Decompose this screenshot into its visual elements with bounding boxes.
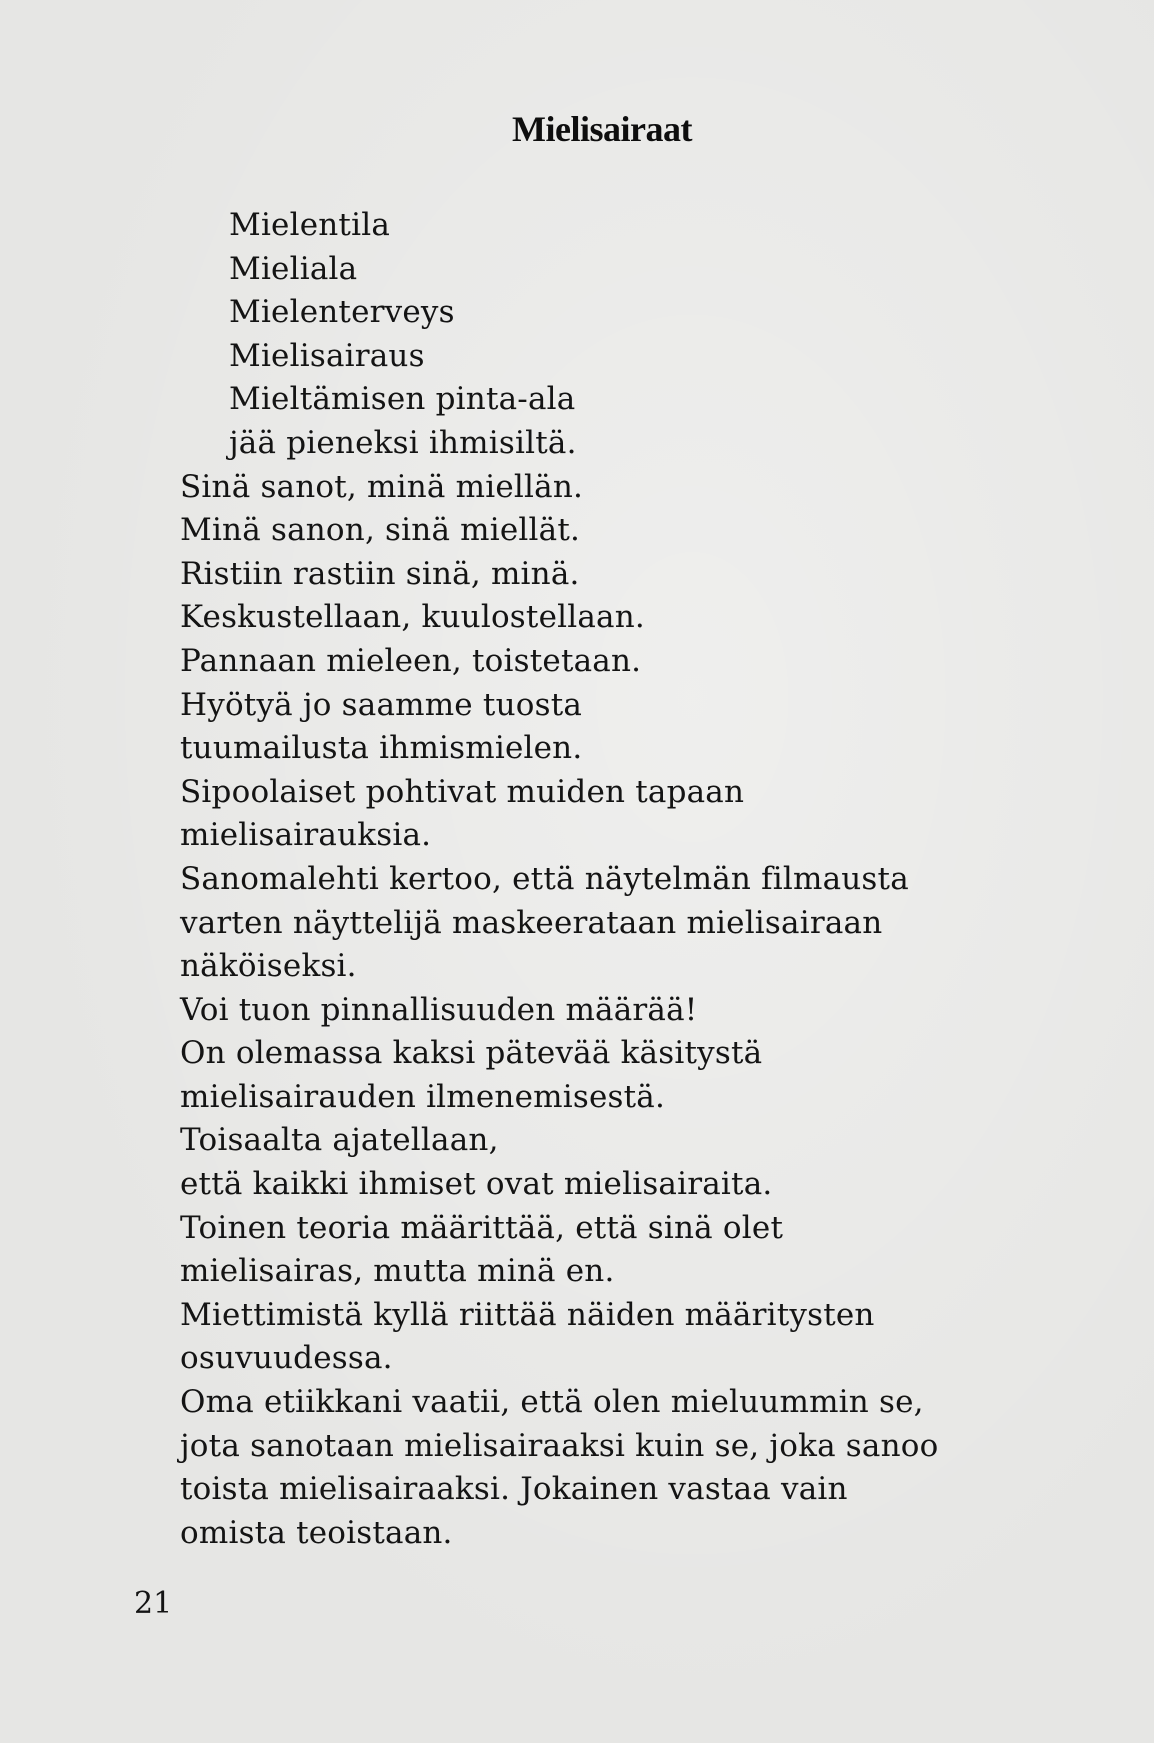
poem-line: omista teoistaan. — [180, 1514, 453, 1551]
poem-line: Ristiin rastiin sinä, minä. — [180, 555, 580, 592]
poem-line: Mielenterveys — [229, 294, 455, 331]
poem-line: toista mielisairaaksi. Jokainen vastaa vain — [180, 1471, 848, 1508]
poem-line: Sanomalehti kertoo, että näytelmän filmausta — [180, 860, 909, 897]
poem-line: Miettimistä kyllä riittää näiden määritysten — [180, 1296, 875, 1333]
poem-line: Hyötyä jo saamme tuosta — [180, 686, 583, 723]
poem-line: jota sanotaan mielisairaaksi kuin se, joka sanoo — [180, 1427, 939, 1464]
poem-line: Mieliala — [229, 250, 358, 287]
poem-line: mielisairauksia. — [180, 817, 432, 854]
poem-line: jää pieneksi ihmisiltä. — [229, 424, 577, 461]
poem-line: Mieltämisen pinta-ala — [229, 381, 576, 418]
poem-title: Mielisairaat — [512, 109, 692, 149]
poem-line: että kaikki ihmiset ovat mielisairaita. — [180, 1166, 773, 1203]
poem-line: Keskustellaan, kuulostellaan. — [180, 599, 645, 636]
poem-line: Toinen teoria määrittää, että sinä olet — [180, 1209, 784, 1246]
poem-line: Oma etiikkani vaatii, että olen mieluummin se, — [180, 1384, 924, 1421]
poem-line: Voi tuon pinnallisuuden määrää! — [180, 991, 698, 1028]
poem-line: Mielisairaus — [229, 337, 425, 374]
poem-line: Toisaalta ajatellaan, — [180, 1122, 499, 1159]
poem-line: Sipoolaiset pohtivat muiden tapaan — [180, 773, 745, 810]
poem-line: Pannaan mieleen, toistetaan. — [180, 642, 642, 679]
page-number: 21 — [134, 1586, 173, 1621]
poem-line: Mielentila — [229, 207, 390, 243]
poem-line: Minä sanon, sinä miellät. — [180, 512, 581, 549]
poem-line: Sinä sanot, minä miellän. — [180, 468, 584, 505]
poem-line: On olemassa kaksi pätevää käsitystä — [180, 1035, 763, 1072]
poem-line: osuvuudessa. — [180, 1340, 393, 1377]
poem-line: mielisairauden ilmenemisestä. — [180, 1078, 666, 1115]
poem-line: näköiseksi. — [180, 948, 357, 985]
poem-line: varten näyttelijä maskeerataan mielisairaan — [180, 904, 883, 941]
poem-line: mielisairas, mutta minä en. — [180, 1253, 615, 1290]
poem-line: tuumailusta ihmismielen. — [180, 730, 583, 767]
poem-body — [180, 204, 1060, 1555]
